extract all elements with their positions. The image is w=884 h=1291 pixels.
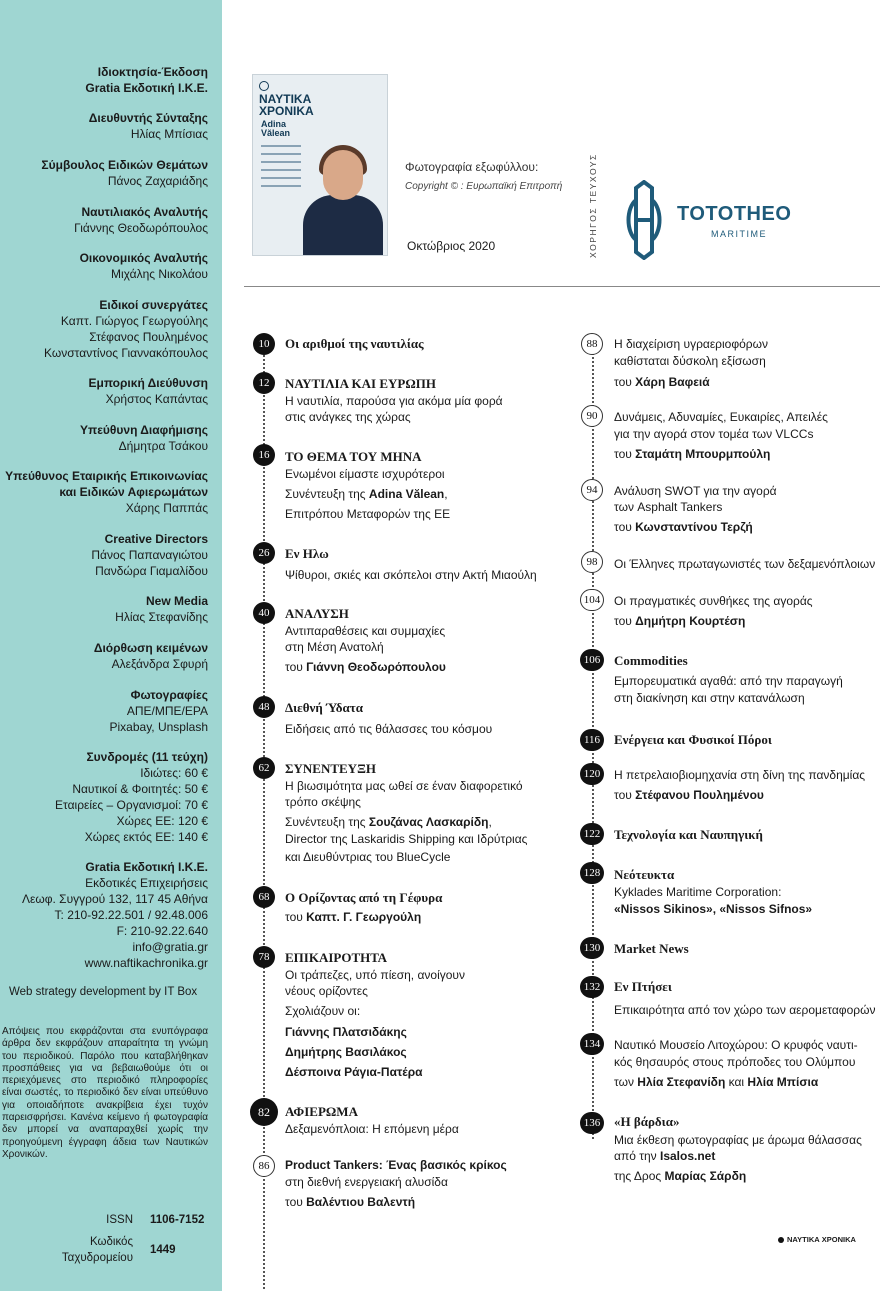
staff-shipping-analyst: [74, 204, 208, 236]
toc-line: Επιτρόπου Μεταφορών της ΕΕ: [285, 507, 451, 521]
contact-line: Λεωφ. Συγγρού 132, 117 45 Αθήνα: [21, 892, 208, 906]
toc-author: Χάρη Βαφειά: [635, 375, 710, 389]
toc-heading: Product Tankers: Ένας βασικός κρίκος: [285, 1158, 507, 1172]
toc-heading: Commodities: [614, 653, 688, 668]
staff-subscriptions: [55, 749, 208, 845]
staff-name: Καπτ. Γιώργος Γεωργούλης: [60, 314, 208, 328]
toc-line-text: του: [285, 910, 307, 924]
postal-value: 1449: [150, 1244, 176, 1256]
toc-line: για την αγορά στον τομέα των VLCCs: [614, 427, 814, 441]
staff-communication: [5, 468, 208, 516]
toc-line: Director της Laskaridis Shipping και Ιδρύτριας: [285, 832, 528, 846]
toc-line: Ειδήσεις από τις θάλασσες του κόσμου: [285, 722, 493, 736]
toc-line-text: από την: [614, 1149, 660, 1163]
page-badge: 78: [253, 946, 275, 968]
staff-role: Ειδικοί συνεργάτες: [99, 298, 208, 312]
staff-role: Φωτογραφίες: [130, 688, 208, 702]
page-badge: 134: [580, 1033, 604, 1055]
page-badge: 122: [580, 823, 604, 845]
masthead-sidebar: [0, 0, 222, 1291]
toc-author: Σταμάτη Μπουρμπούλη: [635, 447, 771, 461]
cover-title-line: ΧΡΟΝΙΚΑ: [259, 104, 314, 118]
toc-line-text: ,: [488, 815, 492, 829]
staff-publisher: [85, 64, 208, 96]
staff-name: Στέφανος Πουλημένος: [89, 330, 208, 344]
staff-name: Κωνσταντίνος Γιαννακόπουλος: [44, 346, 208, 360]
toc-line: [285, 910, 421, 924]
toc-line: Δυνάμεις, Αδυναμίες, Ευκαιρίες, Απειλές: [614, 410, 828, 424]
toc-author: Μαρίας Σάρδη: [664, 1169, 747, 1183]
toc-author: Σουζάνας Λασκαρίδη: [368, 815, 489, 829]
staff-role: Συνδρομές (11 τεύχη): [86, 750, 208, 764]
toc-line: καθίσταται δύσκολη εξίσωση: [614, 354, 766, 368]
toc-line: [614, 1075, 818, 1089]
staff-new-media: [115, 593, 208, 625]
staff-name: ΑΠΕ/ΜΠΕ/EPA: [126, 704, 208, 718]
toc-line: [614, 1149, 715, 1163]
toc-author: Ηλία Μπίσια: [747, 1075, 819, 1089]
toc-line: «Nissos Sikinos», «Nissos Sifnos»: [614, 902, 813, 916]
staff-name: Εταιρείες – Οργανισμοί: 70 €: [55, 798, 208, 812]
postal-label: Κωδικός: [89, 1236, 133, 1248]
toc-heading: Εν Ηλω: [285, 546, 329, 561]
toc-line: Η διαχείριση υγραεριοφόρων: [614, 337, 768, 351]
toc-line: Η ναυτιλία, παρούσα για ακόμα μία φορά: [285, 394, 503, 408]
toc-line: [614, 1169, 746, 1183]
page-badge: 116: [580, 729, 604, 751]
toc-heading: Διεθνή Ύδατα: [285, 700, 364, 715]
footer-brand-text: ΝΑΥΤΙΚΑ ΧΡΟΝΙΚΑ: [787, 1235, 856, 1244]
toc-line: νέους ορίζοντες: [285, 984, 368, 998]
cover-thumbnail: [252, 74, 388, 256]
toc-heading: Οι αριθμοί της ναυτιλίας: [285, 336, 424, 351]
page-badge: 88: [581, 333, 603, 355]
toc-heading: ΝΑΥΤΙΛΙΑ ΚΑΙ ΕΥΡΩΠΗ: [285, 376, 436, 391]
toc-line: Η πετρελαιοβιομηχανία στη δίνη της πανδημίας: [614, 768, 866, 782]
toc-heading: ΤΟ ΘΕΜΑ ΤΟΥ ΜΗΝΑ: [285, 449, 422, 464]
page-badge: 12: [253, 372, 275, 394]
toc-heading: Τεχνολογία και Ναυπηγική: [614, 827, 763, 842]
contact-email: info@gratia.gr: [132, 940, 208, 954]
cover-name-line: Adina: [261, 119, 287, 129]
staff-name: Πάνος Ζαχαριάδης: [107, 174, 208, 188]
staff-role: και Ειδικών Αφιερωμάτων: [59, 485, 208, 499]
staff-photos: [110, 687, 209, 735]
toc-line: Δεξαμενόπλοια: Η επόμενη μέρα: [285, 1122, 459, 1136]
toc-heading: ΕΠΙΚΑΙΡΟΤΗΤΑ: [285, 950, 388, 965]
staff-contributors: [44, 297, 208, 361]
toc-line-text: του: [285, 1195, 307, 1209]
photo-caption: Φωτογραφία εξωφύλλου:: [405, 160, 539, 174]
page-badge: 40: [253, 602, 275, 624]
page-badge: 26: [253, 542, 275, 564]
staff-name: Ναυτικοί & Φοιτητές: 50 €: [72, 782, 208, 796]
staff-advisor: [41, 157, 208, 189]
staff-name: Ηλίας Μπίσιας: [130, 127, 208, 141]
toc-line: Μια έκθεση φωτογραφίας με άρωμα θάλασσας: [614, 1133, 862, 1147]
staff-role: Ναυτιλιακός Αναλυτής: [81, 205, 208, 219]
contact-line: Εκδοτικές Επιχειρήσεις: [85, 876, 208, 890]
toc-line: Ναυτικό Μουσείο Λιτοχώρου: Ο κρυφός ναυτι-: [614, 1038, 858, 1052]
toc-line-text: Συνέντευξη της: [285, 487, 369, 501]
toc-heading: Market News: [614, 941, 689, 956]
staff-name: Gratia Εκδοτική Ι.Κ.Ε.: [85, 81, 208, 95]
toc-line: [285, 815, 492, 829]
staff-role: Διευθυντής Σύνταξης: [88, 111, 208, 125]
toc-line-text: και: [725, 1075, 748, 1089]
toc-line: των Asphalt Tankers: [614, 500, 723, 514]
toc-line: [285, 487, 448, 501]
toc-line: [614, 375, 710, 389]
staff-role: Διόρθωση κειμένων: [93, 641, 208, 655]
toc-line-text: της Δρος: [614, 1169, 665, 1183]
staff-name: Αλεξάνδρα Σφυρή: [111, 657, 208, 671]
toc-author: Ηλία Στεφανίδη: [637, 1075, 726, 1089]
issn-value: 1106-7152: [150, 1214, 205, 1226]
toc-line-text: ,: [444, 487, 448, 501]
staff-name: Χάρης Παππάς: [125, 501, 208, 515]
toc-author: Κωνσταντίνου Τερζή: [635, 520, 753, 534]
cover-title-line: ΝΑΥΤΙΚΑ: [259, 92, 312, 106]
toc-line: Η βιωσιμότητα μας ωθεί σε έναν διαφορετικό: [285, 779, 523, 793]
issn-label: ISSN: [106, 1214, 133, 1226]
sponsor-subtitle: MARITIME: [711, 229, 767, 239]
page-badge: 128: [580, 862, 604, 884]
cover-portrait-face: [323, 150, 363, 200]
page-badge: 106: [580, 649, 604, 671]
toc-author: Isalos.net: [659, 1149, 716, 1163]
sponsor-label: [586, 153, 600, 260]
toc-line: Οι Έλληνες πρωταγωνιστές των δεξαμενόπλοιων: [614, 557, 876, 571]
staff-name: Χώρες ΕΕ: 120 €: [116, 814, 208, 828]
web-strategy-credit: Web strategy development by IT Box: [9, 986, 198, 998]
toc-line: και Διευθύντριας του BlueCycle: [285, 850, 451, 864]
staff-name: Χώρες εκτός ΕΕ: 140 €: [84, 830, 208, 844]
footer-brand: [778, 1235, 856, 1244]
staff-name: Πάνος Παπαναγιώτου: [91, 548, 208, 562]
staff-role: Gratia Εκδοτική Ι.Κ.Ε.: [85, 860, 208, 874]
toc-heading: ΑΦΙΕΡΩΜΑ: [285, 1104, 358, 1119]
toc-heading: Ενέργεια και Φυσικοί Πόροι: [614, 732, 772, 747]
page-badge: 10: [253, 333, 275, 355]
staff-name: Ηλίας Στεφανίδης: [115, 610, 208, 624]
toc-author: Στέφανου Πουλημένου: [635, 788, 764, 802]
toc-left-spine: [263, 334, 265, 1289]
staff-role: Οικονομικός Αναλυτής: [79, 251, 208, 265]
toc-line: τρόπο σκέψης: [285, 795, 361, 809]
toc-heading: «Η βάρδια»: [614, 1114, 680, 1129]
toc-line: Σχολιάζουν οι:: [285, 1004, 361, 1018]
contact-website: www.naftikachronika.gr: [84, 956, 208, 970]
staff-creative: [91, 531, 208, 579]
toc-line: Αντιπαραθέσεις και συμμαχίες: [285, 624, 446, 638]
staff-name: Μιχάλης Νικολάου: [111, 267, 208, 281]
staff-company-contact: [22, 859, 208, 971]
page-badge: 90: [581, 405, 603, 427]
page-badge: 132: [580, 976, 604, 998]
staff-proofreading: [94, 640, 208, 672]
header-divider: [244, 286, 880, 287]
toc-author: Γιάννης Πλατσιδάκης: [285, 1025, 407, 1039]
staff-role: Σύμβουλος Ειδικών Θεμάτων: [41, 158, 208, 172]
staff-name: Δήμητρα Τσάκου: [118, 439, 208, 453]
page-badge: 86: [253, 1155, 275, 1177]
page-badge: 62: [253, 757, 275, 779]
page-badge: 68: [253, 886, 275, 908]
toc-line-text: του: [285, 660, 307, 674]
toc-line: [614, 520, 753, 534]
staff-role: Εμπορική Διεύθυνση: [88, 376, 208, 390]
toc-author: Γιάννη Θεοδωρόπουλου: [306, 660, 446, 674]
staff-economic-analyst: [80, 250, 208, 282]
photo-copyright: Copyright © : Ευρωπαϊκή Επιτροπή: [405, 181, 563, 192]
sponsor-logo-icon: [624, 180, 664, 260]
cover-portrait-body: [303, 195, 383, 256]
toc-heading: ΣΥΝΕΝΤΕΥΞΗ: [285, 761, 376, 776]
toc-line-text: του: [614, 375, 636, 389]
staff-role: Creative Directors: [104, 532, 208, 546]
toc-line: στις ανάγκες της χώρας: [285, 410, 411, 424]
staff-name: Χρήστος Καπάντας: [105, 392, 208, 406]
toc-line: Ψίθυροι, σκιές και σκόπελοι στην Ακτή Μιαούλη: [285, 568, 537, 582]
toc-line: στη Μέση Ανατολή: [285, 640, 384, 654]
toc-line: Επικαιρότητα από τον χώρο των αερομεταφορών: [614, 1003, 876, 1017]
staff-name: Πανδώρα Γιαμαλίδου: [95, 564, 208, 578]
toc-author: Adina Vălean: [368, 487, 445, 501]
staff-editor: [89, 110, 208, 142]
toc-line: [614, 447, 770, 461]
toc-line: [614, 788, 764, 802]
staff-role: Υπεύθυνος Εταιρικής Επικοινωνίας: [5, 469, 208, 483]
sponsor-label-text: ΧΟΡΗΓΟΣ ΤΕΥΧΟΥΣ: [588, 153, 598, 258]
toc-line: στη διακίνηση και στην κατανάλωση: [614, 691, 805, 705]
cover-title: [259, 93, 314, 117]
toc-author: Δέσποινα Ράγια-Πατέρα: [285, 1065, 423, 1079]
cover-name-line: Vălean: [261, 128, 291, 138]
toc-line: [285, 660, 446, 674]
toc-author: Καπτ. Γ. Γεωργούλη: [306, 910, 422, 924]
page-badge: 48: [253, 696, 275, 718]
postal-label: Ταχυδρομείου: [61, 1252, 133, 1264]
toc-line: [614, 614, 745, 628]
toc-line: Ανάλυση SWOT για την αγορά: [614, 484, 777, 498]
toc-author: Δημήτρη Κουρτέση: [635, 614, 746, 628]
toc-heading: ΑΝΑΛΥΣΗ: [285, 606, 349, 621]
staff-role: Υπεύθυνη Διαφήμισης: [80, 423, 208, 437]
page-badge: 82: [250, 1098, 278, 1126]
staff-name: Ιδιώτες: 60 €: [140, 766, 208, 780]
page-badge: 104: [580, 589, 604, 611]
toc-line-text: Συνέντευξη της: [285, 815, 369, 829]
staff-name: Pixabay, Unsplash: [109, 720, 208, 734]
toc-line: [285, 1195, 415, 1209]
page-badge: 94: [581, 479, 603, 501]
staff-advertising: [80, 422, 208, 454]
staff-role: Ιδιοκτησία-Έκδοση: [97, 65, 208, 79]
toc-line-text: του: [614, 447, 636, 461]
toc-line: Kyklades Maritime Corporation:: [614, 885, 782, 899]
toc-line: Οι τράπεζες, υπό πίεση, ανοίγουν: [285, 968, 465, 982]
staff-name: Γιάννης Θεοδωρόπουλος: [74, 221, 208, 235]
toc-line: Οι πραγματικές συνθήκες της αγοράς: [614, 594, 813, 608]
toc-line: Εμπορευματικά αγαθά: από την παραγωγή: [614, 674, 843, 688]
cover-name: [261, 120, 290, 138]
toc-author: Δημήτρης Βασιλάκος: [285, 1045, 407, 1059]
toc-heading: Ο Ορίζοντας από τη Γέφυρα: [285, 890, 443, 905]
page-badge: 120: [580, 763, 604, 785]
disclaimer: Απόψεις που εκφράζονται στα ενυπόγραφα άρθρα δεν εκφράζουν απαραίτητα τη γνώμη του περιοδικού. Παρόλο που καταβλήθηκαν προσπάθειες για να βεβαιωθούμε ότι οι περιεχόμενες στο περιοδικό πληροφορίες είναι σωστές, το περιοδικό δεν είναι υπεύθυνο για οποιαδήποτε ανακρίβεια έχει τυχόν παρεισφρήσει. Κανένα κείμενο ή φωτογραφία δεν μπορεί να αναπαραχθεί χωρίς την προηγούμενη έγγραφη άδεια των Ναυτικών Χρονικών.: [2, 1026, 208, 1160]
toc-line: στη διεθνή ενεργειακή αλυσίδα: [285, 1175, 448, 1189]
toc-heading: Εν Πτήσει: [614, 979, 672, 994]
page-badge: 130: [580, 937, 604, 959]
toc-heading: Νεότευκτα: [614, 867, 675, 882]
toc-line-text: του: [614, 614, 636, 628]
toc-line-text: των: [614, 1075, 638, 1089]
toc-line: Ενωμένοι είμαστε ισχυρότεροι: [285, 467, 445, 481]
sponsor-name: TOTOTHEO: [677, 203, 792, 225]
staff-commercial: [88, 375, 208, 407]
staff-role: New Media: [145, 594, 208, 608]
issue-date: Οκτώβριος 2020: [407, 239, 496, 253]
page-badge: 16: [253, 444, 275, 466]
toc-line-text: του: [614, 788, 636, 802]
toc-line-text: του: [614, 520, 636, 534]
contact-line: F: 210-92.22.640: [116, 924, 208, 938]
contact-line: T: 210-92.22.501 / 92.48.006: [54, 908, 208, 922]
cover-headlines: [261, 145, 301, 193]
toc-author: Βαλέντιου Βαλεντή: [306, 1195, 416, 1209]
brand-dot-icon: [778, 1237, 784, 1243]
toc-line: κός θησαυρός στους πρόποδες του Ολύμπου: [614, 1055, 856, 1069]
cover-logo-icon: [259, 81, 269, 91]
page-badge: 98: [581, 551, 603, 573]
page-badge: 136: [580, 1112, 604, 1134]
